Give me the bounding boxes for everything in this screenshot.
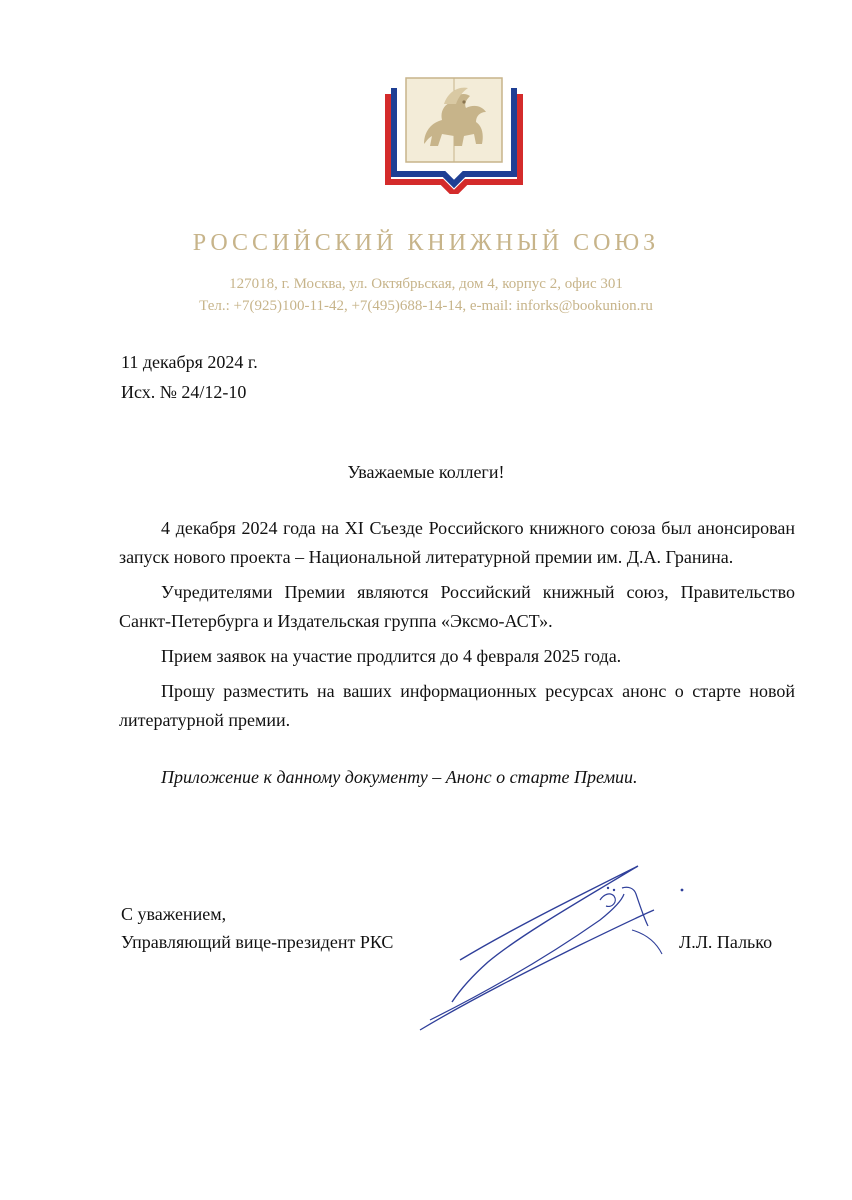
paragraph: 4 декабря 2024 года на XI Съезде Российского книжного союза был анонсирован запуск нового проекта – Национальной литературной премии им. Д.А. Гранина.: [119, 518, 795, 567]
closing-regards: С уважением,: [121, 904, 227, 924]
org-name: РОССИЙСКИЙ КНИЖНЫЙ СОЮЗ: [192, 230, 660, 256]
handwritten-signature: [400, 850, 700, 1040]
paragraph: Прошу разместить на ваших информационных ресурсах анонс о старте новой литературной премии.: [119, 681, 795, 730]
book-griffin-emblem-icon: [384, 74, 524, 194]
signer-title: Управляющий вице-президент РКС: [121, 932, 394, 952]
attachment-note: Приложение к данному документу – Анонс о старте Премии.: [161, 767, 638, 787]
org-address: 127018, г. Москва, ул. Октябрьская, дом 4, корпус 2, офис 301: [229, 276, 623, 292]
letterhead: [0, 60, 852, 330]
letter-body: [119, 514, 795, 798]
letter-date: 11 декабря 2024 г.: [121, 352, 258, 372]
salutation: Уважаемые коллеги!: [347, 462, 505, 482]
signer-name: Л.Л. Палько: [679, 932, 773, 952]
paragraph: Учредителями Премии являются Российский книжный союз, Правительство Санкт-Петербурга и Издательская группа «Эксмо-АСТ».: [119, 582, 795, 631]
org-contacts: Тел.: +7(925)100-11-42, +7(495)688-14-14, e-mail: inforks@bookunion.ru: [199, 298, 653, 314]
paragraph: Прием заявок на участие продлится до 4 февраля 2025 года.: [161, 646, 622, 666]
outgoing-number: Исх. № 24/12-10: [121, 382, 247, 402]
